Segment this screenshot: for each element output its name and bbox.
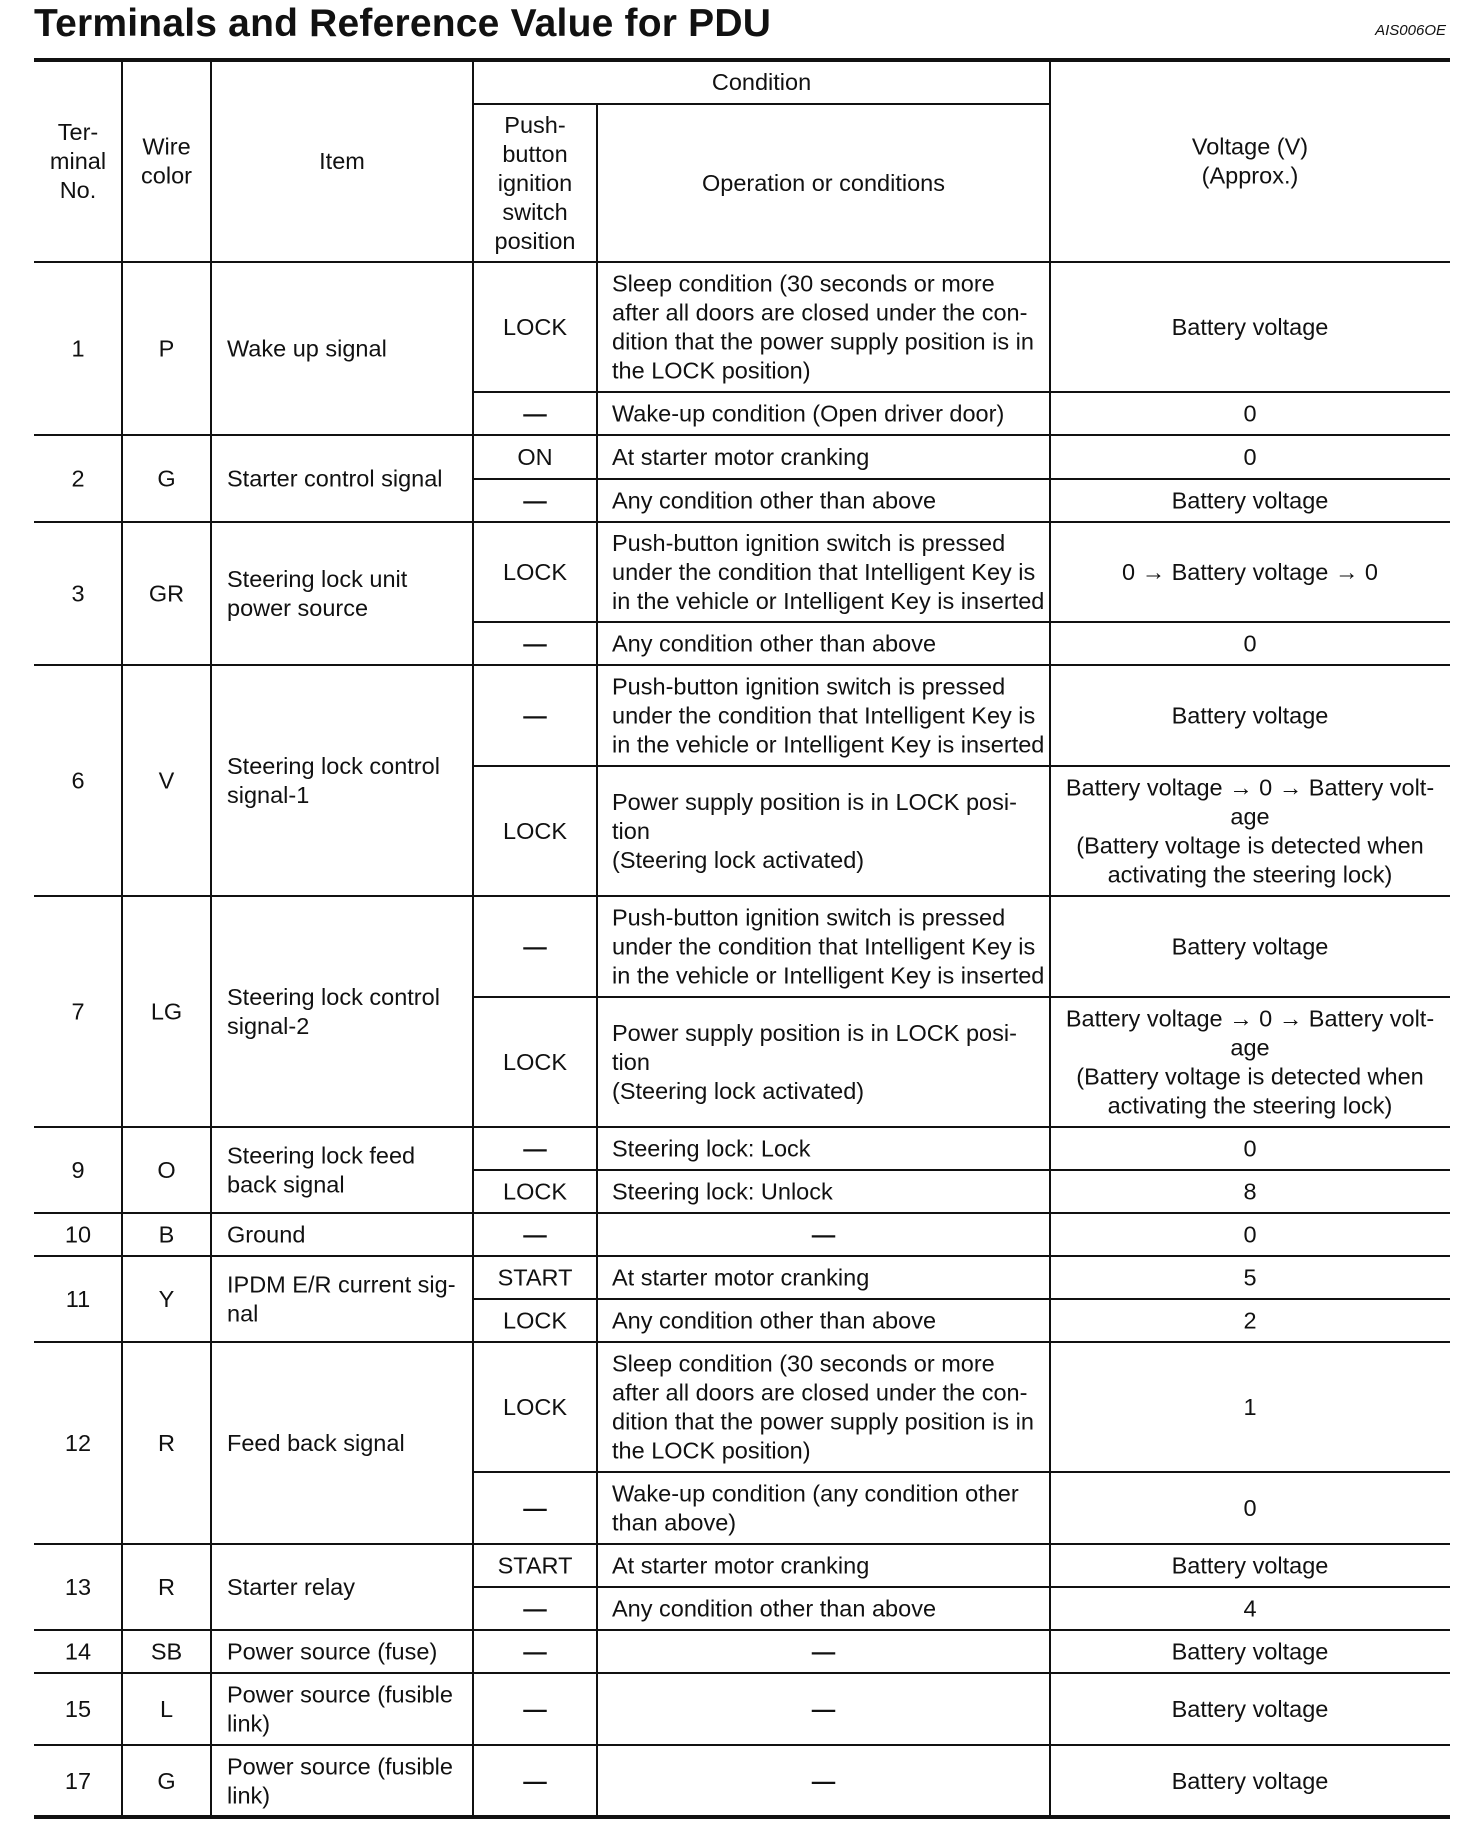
item-name: Feed back signal	[227, 1430, 405, 1456]
page-title: Terminals and Reference Value for PDU	[34, 2, 772, 45]
header-condition: Condition	[711, 69, 812, 95]
voltage-value: 4	[1243, 1595, 1257, 1622]
operation-condition: Any condition other than above	[612, 1307, 937, 1334]
terminal-number: 12	[64, 1430, 92, 1456]
item-name: Wake up signal	[227, 335, 387, 362]
operation-condition: Any condition other than above	[612, 630, 937, 657]
header-voltage: Voltage (V)	[1191, 133, 1309, 160]
wire-color: G	[157, 1768, 176, 1794]
item-name: Steering lock unit	[227, 566, 408, 592]
item-name: signal-1	[227, 782, 310, 808]
item-name: Steering lock control	[227, 753, 440, 779]
item-name: Ground	[227, 1221, 306, 1248]
operation-condition: after all doors are closed under the con-	[612, 1379, 1028, 1406]
switch-position: LOCK	[503, 559, 567, 585]
header-terminal-no: Ter-	[57, 119, 99, 145]
header-switch-position: position	[494, 228, 576, 254]
operation-condition: in the vehicle or Intelligent Key is inserted	[612, 588, 1045, 614]
operation-condition: after all doors are closed under the con-	[612, 299, 1028, 326]
operation-condition: than above)	[612, 1509, 737, 1536]
terminal-number: 6	[71, 767, 85, 794]
item-name: Starter control signal	[227, 465, 443, 492]
voltage-value: activating the steering lock)	[1107, 861, 1393, 888]
header-wire-color: color	[141, 162, 192, 189]
header-switch-position: switch	[502, 199, 568, 225]
operation-condition: Power supply position is in LOCK posi-	[612, 1020, 1017, 1046]
operation-condition: Any condition other than above	[612, 1595, 937, 1622]
item-name: Starter relay	[227, 1574, 355, 1600]
header-switch-position: ignition	[497, 170, 573, 196]
voltage-value: age	[1230, 1034, 1270, 1061]
header-terminal-no: minal	[49, 148, 107, 174]
terminal-number: 13	[64, 1574, 92, 1600]
operation-condition: under the condition that Intelligent Key is	[612, 933, 1036, 960]
switch-position: LOCK	[503, 1394, 567, 1420]
operation-condition: At starter motor cranking	[612, 1264, 870, 1291]
header-switch-position: Push-	[504, 112, 566, 138]
voltage-value: age	[1230, 803, 1270, 830]
operation-condition: the LOCK position)	[612, 1437, 811, 1464]
operation-condition: (Steering lock activated)	[612, 847, 865, 873]
wire-color: B	[158, 1221, 175, 1248]
operation-condition: Push-button ignition switch is pressed	[612, 673, 1006, 700]
switch-position: ON	[517, 444, 553, 470]
voltage-value: Battery voltage	[1171, 487, 1329, 514]
switch-position: LOCK	[503, 1178, 567, 1205]
switch-position: —	[523, 400, 547, 427]
voltage-value: Battery voltage	[1171, 1768, 1329, 1794]
switch-position: LOCK	[503, 1307, 567, 1334]
operation-condition: tion	[612, 818, 650, 844]
voltage-value: Battery voltage	[1171, 1696, 1329, 1722]
switch-position: START	[497, 1552, 573, 1579]
operation-condition: in the vehicle or Intelligent Key is inserted	[612, 731, 1045, 758]
voltage-value: 0	[1243, 630, 1257, 657]
switch-position: —	[523, 487, 547, 514]
voltage-value: 0	[1243, 1221, 1257, 1248]
switch-position: —	[523, 933, 547, 960]
wire-color: V	[158, 767, 175, 794]
item-name: link)	[227, 1782, 271, 1809]
wire-color: L	[159, 1696, 174, 1722]
switch-position: —	[523, 1221, 547, 1248]
terminal-number: 1	[71, 335, 85, 362]
item-name: power source	[227, 595, 369, 621]
operation-condition: Sleep condition (30 seconds or more	[612, 1350, 995, 1377]
switch-position: LOCK	[503, 1049, 567, 1075]
voltage-value: 0 → Battery voltage → 0	[1121, 559, 1379, 585]
voltage-value: activating the steering lock)	[1107, 1092, 1393, 1119]
switch-position: —	[523, 1595, 547, 1622]
voltage-value: 0	[1243, 444, 1257, 470]
terminal-number: 15	[64, 1696, 92, 1722]
voltage-value: 2	[1243, 1307, 1257, 1334]
switch-position: —	[523, 1638, 547, 1665]
voltage-value: Battery voltage → 0 → Battery volt-	[1065, 1005, 1435, 1032]
switch-position: —	[523, 1696, 547, 1722]
operation-condition: Steering lock: Unlock	[612, 1178, 833, 1205]
terminal-number: 14	[64, 1638, 92, 1665]
operation-condition: Steering lock: Lock	[612, 1135, 811, 1162]
wire-color: R	[158, 1574, 175, 1600]
operation-condition: under the condition that Intelligent Key is	[612, 702, 1036, 729]
switch-position: LOCK	[503, 314, 567, 340]
voltage-value: Battery voltage	[1171, 1638, 1329, 1665]
operation-condition: —	[811, 1638, 836, 1665]
operation-condition: (Steering lock activated)	[612, 1078, 865, 1104]
operation-condition: Push-button ignition switch is pressed	[612, 530, 1006, 556]
item-name: back signal	[227, 1171, 345, 1198]
figure-code: AIS006OE	[1375, 22, 1446, 39]
switch-position: —	[523, 630, 547, 657]
terminal-number: 3	[71, 580, 85, 607]
operation-condition: Push-button ignition switch is pressed	[612, 904, 1006, 931]
operation-condition: At starter motor cranking	[612, 1552, 870, 1579]
item-name: Power source (fuse)	[227, 1638, 438, 1665]
voltage-value: Battery voltage → 0 → Battery volt-	[1065, 774, 1435, 801]
terminal-number: 10	[64, 1221, 92, 1248]
operation-condition: Any condition other than above	[612, 487, 937, 514]
voltage-value: 0	[1243, 400, 1257, 427]
item-name: IPDM E/R current sig-	[227, 1271, 456, 1298]
header-voltage: (Approx.)	[1201, 162, 1299, 189]
wire-color: O	[157, 1157, 176, 1183]
wire-color: Y	[158, 1286, 175, 1312]
item-name: Power source (fusible	[227, 1753, 453, 1780]
voltage-value: (Battery voltage is detected when	[1076, 1063, 1424, 1090]
voltage-value: (Battery voltage is detected when	[1076, 832, 1424, 859]
voltage-value: 1	[1243, 1394, 1257, 1420]
item-name: link)	[227, 1710, 271, 1737]
voltage-value: 0	[1243, 1135, 1257, 1162]
voltage-value: Battery voltage	[1171, 933, 1329, 960]
voltage-value: 5	[1243, 1264, 1257, 1291]
operation-condition: in the vehicle or Intelligent Key is inserted	[612, 962, 1045, 989]
terminal-number: 17	[64, 1768, 92, 1794]
operation-condition: Wake-up condition (any condition other	[612, 1480, 1019, 1507]
header-switch-position: button	[502, 141, 568, 167]
voltage-value: Battery voltage	[1171, 314, 1329, 340]
operation-condition: Power supply position is in LOCK posi-	[612, 789, 1017, 815]
header-item: Item	[319, 148, 365, 174]
voltage-value: 0	[1243, 1495, 1257, 1521]
switch-position: LOCK	[503, 818, 567, 844]
operation-condition: —	[811, 1768, 836, 1794]
switch-position: —	[523, 1135, 547, 1162]
terminal-number: 2	[71, 465, 85, 492]
item-name: Steering lock feed	[227, 1142, 416, 1169]
terminal-number: 7	[71, 998, 85, 1025]
operation-condition: tion	[612, 1049, 650, 1075]
wire-color: R	[158, 1430, 175, 1456]
header-wire-color: Wire	[142, 133, 191, 160]
item-name: nal	[227, 1300, 259, 1327]
wire-color: P	[158, 335, 175, 362]
operation-condition: —	[811, 1696, 836, 1722]
item-name: Power source (fusible	[227, 1681, 453, 1708]
terminal-number: 9	[71, 1157, 85, 1183]
voltage-value: Battery voltage	[1171, 1552, 1329, 1579]
operation-condition: Wake-up condition (Open driver door)	[612, 400, 1005, 427]
operation-condition: Sleep condition (30 seconds or more	[612, 270, 995, 297]
operation-condition: dition that the power supply position is in	[612, 328, 1034, 355]
terminal-number: 11	[65, 1286, 91, 1312]
wire-color: SB	[150, 1638, 183, 1665]
header-operation: Operation or conditions	[702, 170, 945, 196]
operation-condition: the LOCK position)	[612, 357, 811, 384]
wire-color: LG	[150, 998, 183, 1025]
header-terminal-no: No.	[59, 177, 97, 203]
item-name: signal-2	[227, 1013, 310, 1039]
operation-condition: dition that the power supply position is in	[612, 1408, 1034, 1435]
switch-position: —	[523, 1768, 547, 1794]
operation-condition: under the condition that Intelligent Key is	[612, 559, 1036, 585]
wire-color: GR	[148, 580, 185, 607]
operation-condition: At starter motor cranking	[612, 444, 870, 470]
voltage-value: Battery voltage	[1171, 702, 1329, 729]
voltage-value: 8	[1243, 1178, 1257, 1205]
operation-condition: —	[811, 1221, 836, 1248]
switch-position: —	[523, 702, 547, 729]
item-name: Steering lock control	[227, 984, 440, 1010]
switch-position: START	[497, 1264, 573, 1291]
switch-position: —	[523, 1495, 547, 1521]
wire-color: G	[157, 465, 176, 492]
